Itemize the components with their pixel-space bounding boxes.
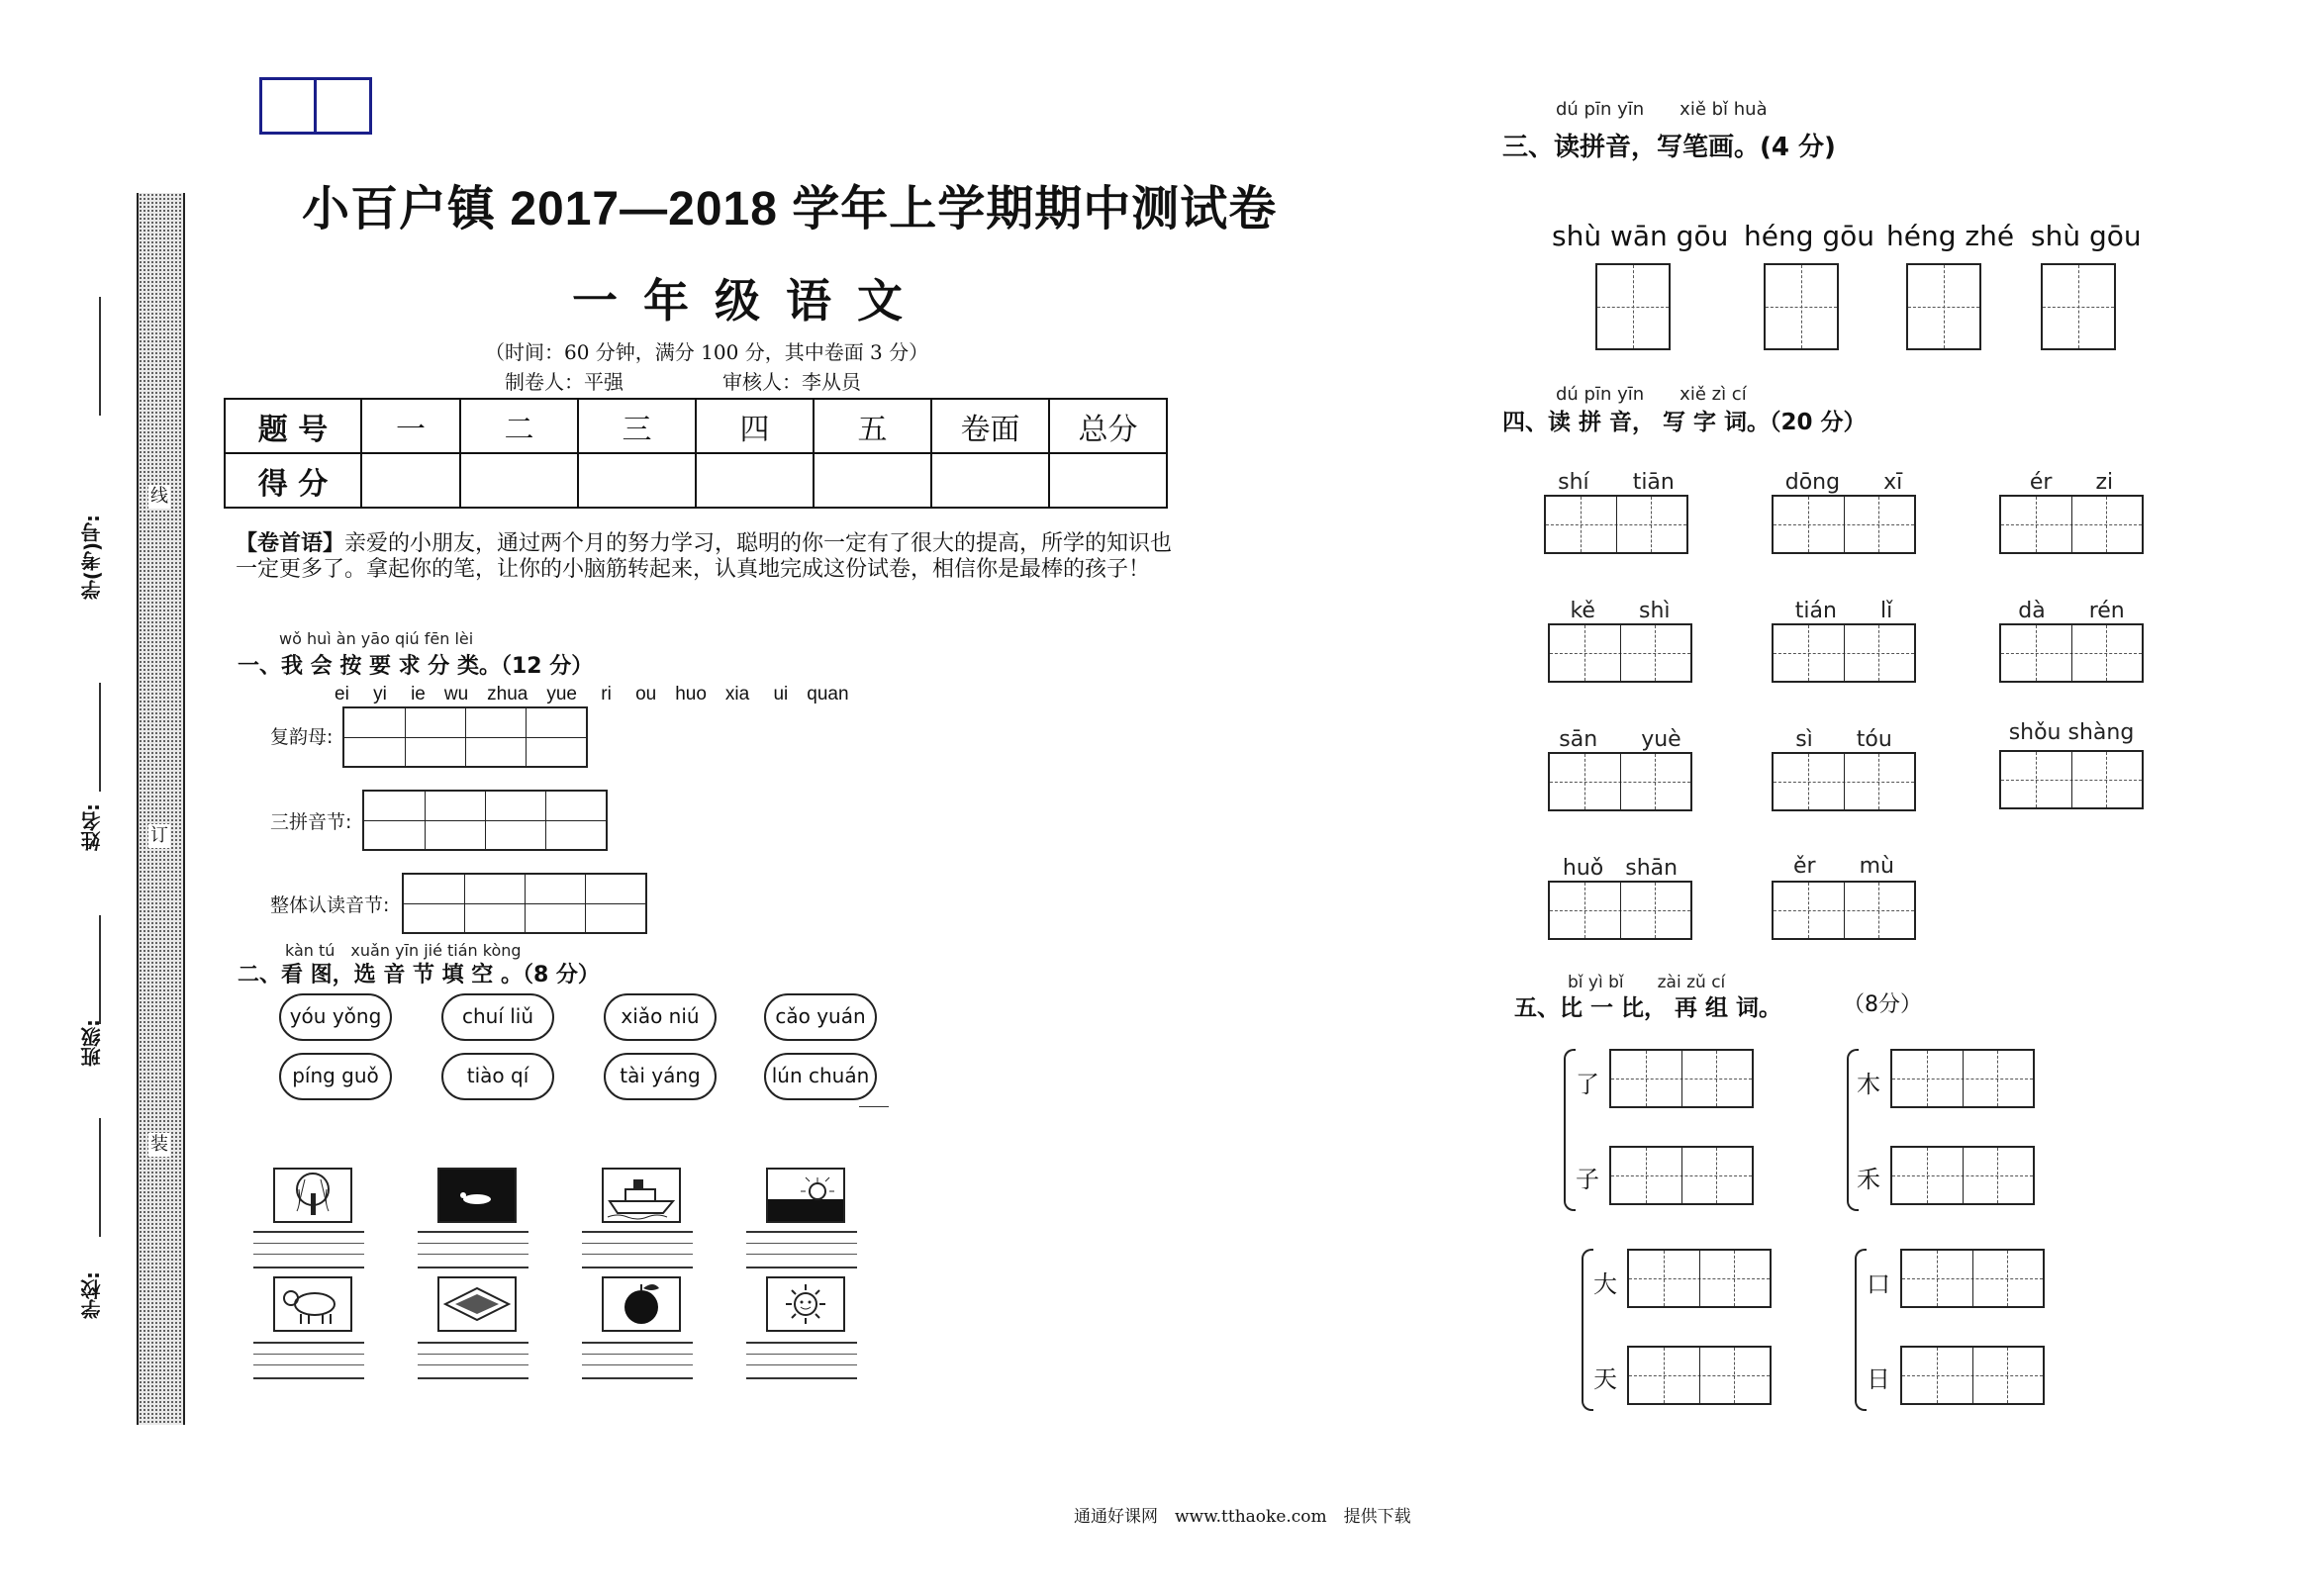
word-pinyin-2: zi bbox=[2095, 470, 2114, 495]
word-pinyin-2: shì bbox=[1638, 599, 1671, 623]
q1-syllables: ei yi ie wu zhua yue ri ou huo xia ui quan bbox=[335, 684, 849, 704]
word-pinyin-2: yuè bbox=[1641, 727, 1681, 752]
preface bbox=[236, 530, 1188, 583]
name-underline bbox=[99, 683, 101, 792]
score-table-score-row bbox=[225, 453, 1167, 508]
score-head-neatness: 卷面 bbox=[931, 399, 1049, 453]
word-item bbox=[1548, 722, 1692, 753]
q1-answer-grid[interactable] bbox=[402, 873, 647, 934]
score-cell[interactable] bbox=[696, 453, 814, 508]
q2-title: 二、看 图，选 音 节 填 空 。（8 分） bbox=[238, 963, 600, 987]
word-pinyin-2: tiān bbox=[1632, 470, 1675, 495]
stroke-grid[interactable] bbox=[1906, 263, 1981, 350]
student-id-label: 学(考)号: bbox=[80, 515, 104, 601]
q2-pinyin: kàn tú xuǎn yīn jié tián kòng bbox=[285, 941, 522, 960]
score-row-label: 得 分 bbox=[225, 453, 361, 508]
score-table bbox=[224, 398, 1168, 509]
strip-mark-order: 订 bbox=[150, 825, 168, 846]
word-pinyin-1: shǒu bbox=[2008, 720, 2062, 745]
score-cell[interactable] bbox=[578, 453, 696, 508]
answer-lines[interactable] bbox=[746, 1342, 857, 1379]
divider bbox=[859, 1106, 889, 1107]
stroke-grid[interactable] bbox=[2041, 263, 2116, 350]
score-head-1: 一 bbox=[361, 399, 460, 453]
word-pinyin-1: ér bbox=[2029, 470, 2053, 495]
compare-char: 大 bbox=[1593, 1270, 1617, 1298]
word-pinyin-1: ěr bbox=[1793, 854, 1816, 879]
word-item bbox=[1999, 594, 2144, 624]
q5-score: （8分） bbox=[1843, 992, 1922, 1017]
word-item bbox=[1544, 465, 1688, 496]
strip-mark-bind: 装 bbox=[150, 1134, 168, 1155]
word-grid[interactable] bbox=[1548, 623, 1692, 683]
syllable-cloud: píng guǒ bbox=[279, 1053, 392, 1100]
score-cell[interactable] bbox=[460, 453, 578, 508]
word-pinyin-1: sān bbox=[1559, 727, 1598, 752]
compare-char: 子 bbox=[1576, 1166, 1599, 1193]
stroke-pinyin: héng zhé bbox=[1886, 220, 2015, 252]
stroke-pinyin: shù gōu bbox=[2031, 220, 2142, 252]
footer: 通通好课网 www.tthaoke.com 提供下载 bbox=[1074, 1507, 1411, 1527]
score-head-3: 三 bbox=[578, 399, 696, 453]
compound-grid[interactable] bbox=[1627, 1249, 1772, 1308]
grassland-sun-icon bbox=[766, 1168, 845, 1223]
bracket bbox=[1855, 1249, 1867, 1411]
compare-char: 木 bbox=[1857, 1071, 1880, 1098]
word-pinyin-2: xī bbox=[1883, 470, 1903, 495]
stroke-grid[interactable] bbox=[1595, 263, 1671, 350]
word-pinyin-1: kě bbox=[1570, 599, 1595, 623]
compare-char: 日 bbox=[1867, 1365, 1890, 1393]
exam-makers: 制卷人：平强 审核人：李从员 bbox=[505, 370, 861, 394]
word-pinyin-2: rén bbox=[2088, 599, 2125, 623]
word-grid[interactable] bbox=[1999, 623, 2144, 683]
q5-title: 五、比 一 比， 再 组 词。 bbox=[1514, 995, 1782, 1021]
syllable-cloud: tài yáng bbox=[604, 1053, 717, 1100]
answer-lines[interactable] bbox=[418, 1342, 528, 1379]
word-item bbox=[1772, 722, 1916, 753]
answer-lines[interactable] bbox=[582, 1231, 693, 1268]
syllable-cloud: yóu yǒng bbox=[279, 993, 392, 1041]
q1-row-label: 复韵母: bbox=[270, 726, 334, 748]
apple-icon bbox=[602, 1276, 681, 1332]
q3-title: 三、读拼音，写笔画。(4 分) bbox=[1502, 133, 1836, 162]
word-pinyin-1: shí bbox=[1558, 470, 1589, 495]
word-pinyin-2: mù bbox=[1859, 854, 1894, 879]
exam-info: （时间：60 分钟，满分 100 分，其中卷面 3 分） bbox=[485, 340, 929, 364]
word-item bbox=[1772, 594, 1916, 624]
q3-pinyin: dú pīn yīn xiě bǐ huà bbox=[1556, 99, 1768, 120]
strip-mark-line: 线 bbox=[150, 486, 168, 507]
score-cell[interactable] bbox=[361, 453, 460, 508]
word-grid[interactable] bbox=[1772, 623, 1916, 683]
word-item bbox=[1999, 465, 2144, 496]
chess-board-icon bbox=[437, 1276, 517, 1332]
answer-lines[interactable] bbox=[746, 1231, 857, 1268]
q4-title: 四、读 拼 音， 写 字 词。（20 分） bbox=[1502, 410, 1867, 435]
answer-lines[interactable] bbox=[253, 1342, 364, 1379]
compound-grid[interactable] bbox=[1609, 1049, 1754, 1108]
compound-grid[interactable] bbox=[1609, 1146, 1754, 1205]
word-item bbox=[1548, 594, 1692, 624]
q1-answer-grid[interactable] bbox=[362, 790, 608, 851]
syllable-cloud: cǎo yuán bbox=[764, 993, 877, 1041]
compound-grid[interactable] bbox=[1890, 1049, 2035, 1108]
score-head-2: 二 bbox=[460, 399, 578, 453]
preface-label: 【卷首语】 bbox=[236, 530, 345, 556]
sun-icon bbox=[766, 1276, 845, 1332]
calf-icon bbox=[273, 1276, 352, 1332]
ship-icon bbox=[602, 1168, 681, 1223]
compound-grid[interactable] bbox=[1627, 1346, 1772, 1405]
word-pinyin-1: dà bbox=[2018, 599, 2046, 623]
word-item bbox=[1772, 849, 1916, 880]
syllable-cloud: xiǎo niú bbox=[604, 993, 717, 1041]
word-pinyin-1: sì bbox=[1795, 727, 1813, 752]
class-label: 班级: bbox=[80, 1019, 104, 1067]
q1-answer-grid[interactable] bbox=[342, 706, 588, 768]
syllable-cloud: tiào qí bbox=[441, 1053, 554, 1100]
score-cell[interactable] bbox=[1049, 453, 1167, 508]
stroke-grid[interactable] bbox=[1764, 263, 1839, 350]
answer-lines[interactable] bbox=[253, 1231, 364, 1268]
score-table-header-row bbox=[225, 399, 1167, 453]
name-label: 姓名: bbox=[80, 803, 104, 851]
word-pinyin-2: shàng bbox=[2067, 720, 2135, 745]
word-item bbox=[1999, 720, 2144, 745]
id-underline bbox=[99, 297, 101, 416]
word-grid[interactable] bbox=[1544, 495, 1688, 554]
word-grid[interactable] bbox=[1772, 752, 1916, 811]
stroke-pinyin: shù wān gōu bbox=[1552, 220, 1729, 252]
exam-title: 小百户镇 2017—2018 学年上学期期中测试卷 bbox=[302, 183, 1278, 235]
word-grid[interactable] bbox=[1772, 881, 1916, 940]
school-label: 学校: bbox=[80, 1271, 104, 1319]
compare-char: 了 bbox=[1576, 1071, 1599, 1098]
syllable-cloud: chuí liǔ bbox=[441, 993, 554, 1041]
compare-char: 禾 bbox=[1857, 1166, 1880, 1193]
word-pinyin-1: huǒ bbox=[1562, 856, 1604, 881]
q1-row-label: 整体认读音节: bbox=[270, 894, 390, 916]
word-grid[interactable] bbox=[1548, 752, 1692, 811]
preface-text: 亲爱的小朋友，通过两个月的努力学习，聪明的你一定有了很大的提高，所学的知识也一定更多了。拿起你的笔，让你的小脑筋转起来，认真地完成这份试卷，相信你是最棒的孩子！ bbox=[236, 531, 1173, 582]
q1-pinyin: wǒ huì àn yāo qiú fēn lèi bbox=[279, 629, 474, 648]
q1-title: 一、我 会 按 要 求 分 类。（12 分） bbox=[238, 654, 594, 679]
score-cell[interactable] bbox=[931, 453, 1049, 508]
willow-tree-icon bbox=[273, 1168, 352, 1223]
q4-pinyin: dú pīn yīn xiě zì cí bbox=[1556, 384, 1747, 405]
compare-char: 天 bbox=[1593, 1365, 1617, 1393]
bracket bbox=[1564, 1049, 1576, 1211]
word-item bbox=[1548, 851, 1692, 882]
word-pinyin-2: tóu bbox=[1856, 727, 1892, 752]
bracket bbox=[1582, 1249, 1593, 1411]
compound-grid[interactable] bbox=[1890, 1146, 2035, 1205]
exam-subtitle: 一年级语文 bbox=[572, 274, 928, 328]
word-pinyin-2: lǐ bbox=[1879, 599, 1893, 623]
syllable-cloud: lún chuán bbox=[764, 1053, 877, 1100]
q1-row-label: 三拼音节: bbox=[270, 811, 352, 833]
word-grid[interactable] bbox=[1548, 881, 1692, 940]
stroke-pinyin: héng gōu bbox=[1744, 220, 1875, 252]
word-grid[interactable] bbox=[1999, 495, 2144, 554]
school-underline bbox=[99, 1118, 101, 1237]
score-head-4: 四 bbox=[696, 399, 814, 453]
compare-char: 口 bbox=[1867, 1270, 1890, 1298]
score-head-5: 五 bbox=[814, 399, 931, 453]
answer-lines[interactable] bbox=[582, 1342, 693, 1379]
binding-strip bbox=[137, 193, 185, 1425]
answer-lines[interactable] bbox=[418, 1231, 528, 1268]
score-cell[interactable] bbox=[814, 453, 931, 508]
class-underline bbox=[99, 915, 101, 1024]
score-head-total: 总分 bbox=[1049, 399, 1167, 453]
compound-grid[interactable] bbox=[1900, 1249, 2045, 1308]
word-grid[interactable] bbox=[1999, 750, 2144, 809]
compound-grid[interactable] bbox=[1900, 1346, 2045, 1405]
word-item bbox=[1772, 465, 1916, 496]
word-pinyin-2: shān bbox=[1625, 856, 1679, 881]
word-grid[interactable] bbox=[1772, 495, 1916, 554]
swimming-icon bbox=[437, 1168, 517, 1223]
word-pinyin-1: dōng bbox=[1784, 470, 1841, 495]
score-head-label: 题 号 bbox=[225, 399, 361, 453]
q5-pinyin: bǐ yì bǐ zài zǔ cí bbox=[1568, 973, 1726, 992]
word-pinyin-1: tián bbox=[1794, 599, 1837, 623]
seal-box bbox=[259, 77, 372, 135]
